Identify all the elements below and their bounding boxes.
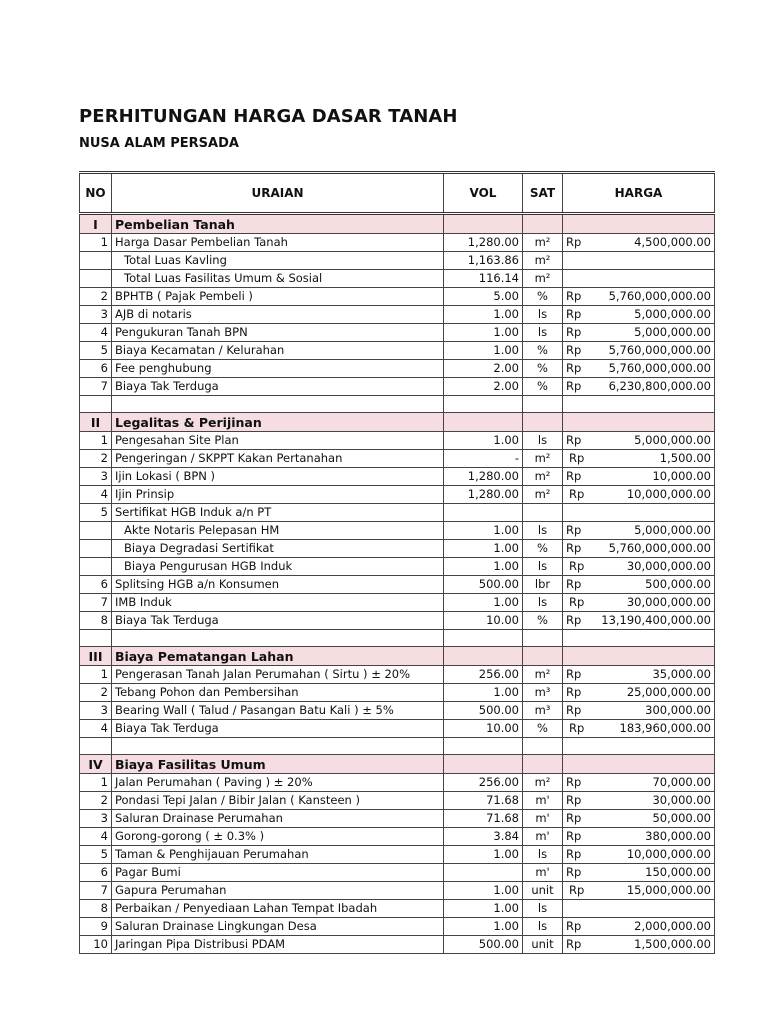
item-volume: 1.00 [444, 846, 523, 864]
item-volume: 500.00 [444, 936, 523, 954]
spacer-row [80, 630, 715, 647]
table-row [80, 846, 715, 864]
item-price: 5,760,000,000.00 [591, 342, 715, 360]
item-unit: m² [523, 252, 563, 270]
item-number: 8 [80, 612, 112, 630]
header-uraian: URAIAN [112, 173, 444, 214]
item-volume: 116.14 [444, 270, 523, 288]
item-description: Splitsing HGB a/n Konsumen [112, 576, 444, 594]
currency-label: Rp [563, 558, 591, 576]
document-subtitle: NUSA ALAM PERSADA [79, 136, 239, 151]
item-price: 30,000,000.00 [591, 558, 715, 576]
item-number [80, 270, 112, 288]
item-description: Pagar Bumi [112, 864, 444, 882]
item-price: 50,000.00 [591, 810, 715, 828]
item-volume: 500.00 [444, 702, 523, 720]
currency-label: Rp [563, 450, 591, 468]
currency-label: Rp [563, 486, 591, 504]
table-row [80, 468, 715, 486]
item-unit: unit [523, 936, 563, 954]
table-row [80, 918, 715, 936]
currency-label: Rp [563, 774, 591, 792]
item-number: 1 [80, 432, 112, 450]
table-row [80, 882, 715, 900]
item-description: Pengeringan / SKPPT Kakan Pertanahan [112, 450, 444, 468]
item-volume: 1.00 [444, 684, 523, 702]
item-number [80, 558, 112, 576]
table-row [80, 558, 715, 576]
item-volume: 1.00 [444, 918, 523, 936]
item-description: Saluran Drainase Lingkungan Desa [112, 918, 444, 936]
item-volume: 256.00 [444, 666, 523, 684]
item-description: Harga Dasar Pembelian Tanah [112, 234, 444, 252]
spacer-row [80, 396, 715, 413]
item-number: 1 [80, 666, 112, 684]
section-number: III [80, 647, 112, 666]
item-price: 6,230,800,000.00 [591, 378, 715, 396]
item-unit: ls [523, 306, 563, 324]
currency-label: Rp [563, 324, 591, 342]
item-volume [444, 864, 523, 882]
item-price: 25,000,000.00 [591, 684, 715, 702]
item-unit: ls [523, 900, 563, 918]
section-header-row [80, 647, 715, 666]
item-price: 1,500,000.00 [591, 936, 715, 954]
table-row [80, 288, 715, 306]
item-number: 7 [80, 378, 112, 396]
item-description: AJB di notaris [112, 306, 444, 324]
item-description: Akte Notaris Pelepasan HM [112, 522, 444, 540]
currency-label: Rp [563, 612, 591, 630]
item-unit: m² [523, 666, 563, 684]
table-row [80, 360, 715, 378]
item-price: 10,000,000.00 [591, 846, 715, 864]
table-row [80, 342, 715, 360]
item-description: Biaya Pengurusan HGB Induk [112, 558, 444, 576]
item-volume [444, 504, 523, 522]
currency-label: Rp [563, 378, 591, 396]
table-row [80, 810, 715, 828]
item-number: 6 [80, 360, 112, 378]
item-volume: 1.00 [444, 522, 523, 540]
item-description: Tebang Pohon dan Pembersihan [112, 684, 444, 702]
currency-label: Rp [563, 846, 591, 864]
item-description: Fee penghubung [112, 360, 444, 378]
table-header-row [80, 173, 715, 214]
item-price: 10,000,000.00 [591, 486, 715, 504]
header-sat: SAT [523, 173, 563, 214]
table-row [80, 792, 715, 810]
item-unit: m' [523, 810, 563, 828]
item-description: Total Luas Fasilitas Umum & Sosial [112, 270, 444, 288]
item-number: 5 [80, 504, 112, 522]
item-number: 4 [80, 324, 112, 342]
item-volume: 1.00 [444, 342, 523, 360]
table-row [80, 432, 715, 450]
item-unit: % [523, 342, 563, 360]
item-price: 5,000,000.00 [591, 522, 715, 540]
item-volume: - [444, 450, 523, 468]
item-price [591, 900, 715, 918]
document-title: PERHITUNGAN HARGA DASAR TANAH [79, 106, 458, 127]
currency-label: Rp [563, 936, 591, 954]
item-number: 7 [80, 882, 112, 900]
item-unit: m³ [523, 702, 563, 720]
item-volume: 1.00 [444, 306, 523, 324]
item-volume: 1,280.00 [444, 234, 523, 252]
item-description: Saluran Drainase Perumahan [112, 810, 444, 828]
table-row [80, 270, 715, 288]
item-description: Perbaikan / Penyediaan Lahan Tempat Ibadah [112, 900, 444, 918]
item-unit: m' [523, 828, 563, 846]
item-unit: % [523, 378, 563, 396]
item-volume: 5.00 [444, 288, 523, 306]
item-number [80, 540, 112, 558]
item-unit: m² [523, 468, 563, 486]
currency-label: Rp [563, 792, 591, 810]
item-description: Biaya Tak Terduga [112, 612, 444, 630]
table-row [80, 720, 715, 738]
item-volume: 1,163.86 [444, 252, 523, 270]
item-number: 10 [80, 936, 112, 954]
item-description: Gorong-gorong ( ± 0.3% ) [112, 828, 444, 846]
item-price: 35,000.00 [591, 666, 715, 684]
table-row [80, 774, 715, 792]
item-price: 10,000.00 [591, 468, 715, 486]
item-unit: % [523, 288, 563, 306]
item-number: 4 [80, 828, 112, 846]
currency-label: Rp [563, 432, 591, 450]
table-row [80, 306, 715, 324]
header-no: NO [80, 173, 112, 214]
item-unit: ls [523, 918, 563, 936]
item-unit: ls [523, 324, 563, 342]
table-row [80, 828, 715, 846]
item-number: 2 [80, 792, 112, 810]
item-price: 1,500.00 [591, 450, 715, 468]
item-price [591, 270, 715, 288]
item-unit: m² [523, 486, 563, 504]
spacer-row [80, 738, 715, 755]
item-number: 4 [80, 486, 112, 504]
table-row [80, 684, 715, 702]
item-price: 15,000,000.00 [591, 882, 715, 900]
section-header-row [80, 214, 715, 234]
item-price: 5,000,000.00 [591, 432, 715, 450]
table-row [80, 522, 715, 540]
section-header-row [80, 755, 715, 774]
item-unit: % [523, 360, 563, 378]
item-price: 183,960,000.00 [591, 720, 715, 738]
item-number: 7 [80, 594, 112, 612]
item-unit: m³ [523, 684, 563, 702]
currency-label: Rp [563, 468, 591, 486]
item-description: IMB Induk [112, 594, 444, 612]
item-volume: 1,280.00 [444, 468, 523, 486]
section-header-row [80, 413, 715, 432]
table-row [80, 450, 715, 468]
item-volume: 256.00 [444, 774, 523, 792]
currency-label [563, 504, 591, 522]
item-unit: m² [523, 450, 563, 468]
currency-label: Rp [563, 522, 591, 540]
item-price: 4,500,000.00 [591, 234, 715, 252]
item-description: BPHTB ( Pajak Pembeli ) [112, 288, 444, 306]
item-volume: 1.00 [444, 882, 523, 900]
section-title: Pembelian Tanah [112, 214, 444, 234]
currency-label: Rp [563, 594, 591, 612]
section-title: Legalitas & Perijinan [112, 413, 444, 432]
item-unit: ls [523, 594, 563, 612]
item-number [80, 522, 112, 540]
section-title: Biaya Fasilitas Umum [112, 755, 444, 774]
table-row [80, 864, 715, 882]
price-table [79, 171, 715, 954]
item-unit: unit [523, 882, 563, 900]
item-description: Bearing Wall ( Talud / Pasangan Batu Kali ) ± 5% [112, 702, 444, 720]
item-description: Biaya Tak Terduga [112, 378, 444, 396]
item-number: 3 [80, 810, 112, 828]
item-number: 2 [80, 684, 112, 702]
item-unit: m² [523, 234, 563, 252]
table-row [80, 702, 715, 720]
item-unit: % [523, 720, 563, 738]
item-price: 5,000,000.00 [591, 324, 715, 342]
item-price: 500,000.00 [591, 576, 715, 594]
item-volume: 1,280.00 [444, 486, 523, 504]
table-row [80, 504, 715, 522]
header-harga: HARGA [563, 173, 715, 214]
item-unit: m' [523, 792, 563, 810]
item-description: Taman & Penghijauan Perumahan [112, 846, 444, 864]
table-row [80, 486, 715, 504]
currency-label: Rp [563, 684, 591, 702]
item-unit: m² [523, 270, 563, 288]
item-price: 300,000.00 [591, 702, 715, 720]
item-number: 2 [80, 450, 112, 468]
header-vol: VOL [444, 173, 523, 214]
item-price: 2,000,000.00 [591, 918, 715, 936]
currency-label: Rp [563, 810, 591, 828]
item-number: 8 [80, 900, 112, 918]
currency-label: Rp [563, 882, 591, 900]
table-row [80, 540, 715, 558]
item-description: Pengerasan Tanah Jalan Perumahan ( Sirtu ) ± 20% [112, 666, 444, 684]
item-number: 6 [80, 864, 112, 882]
item-unit: lbr [523, 576, 563, 594]
item-volume: 1.00 [444, 540, 523, 558]
currency-label: Rp [563, 864, 591, 882]
item-description: Pengukuran Tanah BPN [112, 324, 444, 342]
item-unit: ls [523, 558, 563, 576]
section-number: IV [80, 755, 112, 774]
item-number: 9 [80, 918, 112, 936]
table-row [80, 234, 715, 252]
item-unit: m² [523, 774, 563, 792]
item-description: Biaya Degradasi Sertifikat [112, 540, 444, 558]
item-price [591, 252, 715, 270]
item-volume: 71.68 [444, 792, 523, 810]
item-volume: 1.00 [444, 558, 523, 576]
currency-label [563, 270, 591, 288]
currency-label: Rp [563, 306, 591, 324]
item-price: 70,000.00 [591, 774, 715, 792]
currency-label: Rp [563, 576, 591, 594]
currency-label: Rp [563, 360, 591, 378]
item-volume: 10.00 [444, 720, 523, 738]
item-price: 5,760,000,000.00 [591, 360, 715, 378]
item-volume: 1.00 [444, 432, 523, 450]
item-number: 5 [80, 846, 112, 864]
table-row [80, 378, 715, 396]
item-price: 13,190,400,000.00 [591, 612, 715, 630]
item-number: 3 [80, 468, 112, 486]
currency-label: Rp [563, 234, 591, 252]
table-row [80, 612, 715, 630]
item-description: Biaya Tak Terduga [112, 720, 444, 738]
item-unit: m' [523, 864, 563, 882]
item-number: 1 [80, 234, 112, 252]
item-price: 30,000,000.00 [591, 594, 715, 612]
item-volume: 1.00 [444, 900, 523, 918]
item-volume: 1.00 [444, 594, 523, 612]
currency-label: Rp [563, 342, 591, 360]
item-number [80, 252, 112, 270]
item-price: 380,000.00 [591, 828, 715, 846]
table-row [80, 666, 715, 684]
item-number: 6 [80, 576, 112, 594]
table-body [80, 214, 715, 954]
table-row [80, 900, 715, 918]
table-row [80, 252, 715, 270]
section-title: Biaya Pematangan Lahan [112, 647, 444, 666]
item-volume: 1.00 [444, 324, 523, 342]
item-description: Gapura Perumahan [112, 882, 444, 900]
table-row [80, 594, 715, 612]
item-volume: 500.00 [444, 576, 523, 594]
table-row [80, 324, 715, 342]
item-volume: 3.84 [444, 828, 523, 846]
item-description: Sertifikat HGB Induk a/n PT [112, 504, 444, 522]
item-number: 3 [80, 306, 112, 324]
section-number: II [80, 413, 112, 432]
item-volume: 2.00 [444, 378, 523, 396]
table-row [80, 576, 715, 594]
item-price: 5,760,000,000.00 [591, 288, 715, 306]
item-price: 30,000.00 [591, 792, 715, 810]
item-number: 3 [80, 702, 112, 720]
item-unit: ls [523, 432, 563, 450]
section-number: I [80, 214, 112, 234]
item-price: 150,000.00 [591, 864, 715, 882]
item-description: Ijin Lokasi ( BPN ) [112, 468, 444, 486]
currency-label: Rp [563, 702, 591, 720]
currency-label: Rp [563, 918, 591, 936]
item-description: Jaringan Pipa Distribusi PDAM [112, 936, 444, 954]
item-price [591, 504, 715, 522]
item-volume: 10.00 [444, 612, 523, 630]
item-unit: ls [523, 846, 563, 864]
item-number: 5 [80, 342, 112, 360]
currency-label: Rp [563, 540, 591, 558]
item-number: 2 [80, 288, 112, 306]
item-volume: 71.68 [444, 810, 523, 828]
item-description: Total Luas Kavling [112, 252, 444, 270]
item-description: Pengesahan Site Plan [112, 432, 444, 450]
currency-label: Rp [563, 288, 591, 306]
item-description: Ijin Prinsip [112, 486, 444, 504]
item-unit: % [523, 612, 563, 630]
item-description: Biaya Kecamatan / Kelurahan [112, 342, 444, 360]
currency-label [563, 900, 591, 918]
item-price: 5,760,000,000.00 [591, 540, 715, 558]
item-unit [523, 504, 563, 522]
item-number: 4 [80, 720, 112, 738]
currency-label: Rp [563, 666, 591, 684]
currency-label: Rp [563, 828, 591, 846]
item-description: Jalan Perumahan ( Paving ) ± 20% [112, 774, 444, 792]
item-price: 5,000,000.00 [591, 306, 715, 324]
item-unit: ls [523, 522, 563, 540]
table-row [80, 936, 715, 954]
currency-label: Rp [563, 720, 591, 738]
currency-label [563, 252, 591, 270]
item-volume: 2.00 [444, 360, 523, 378]
item-description: Pondasi Tepi Jalan / Bibir Jalan ( Kansteen ) [112, 792, 444, 810]
item-number: 1 [80, 774, 112, 792]
item-unit: % [523, 540, 563, 558]
